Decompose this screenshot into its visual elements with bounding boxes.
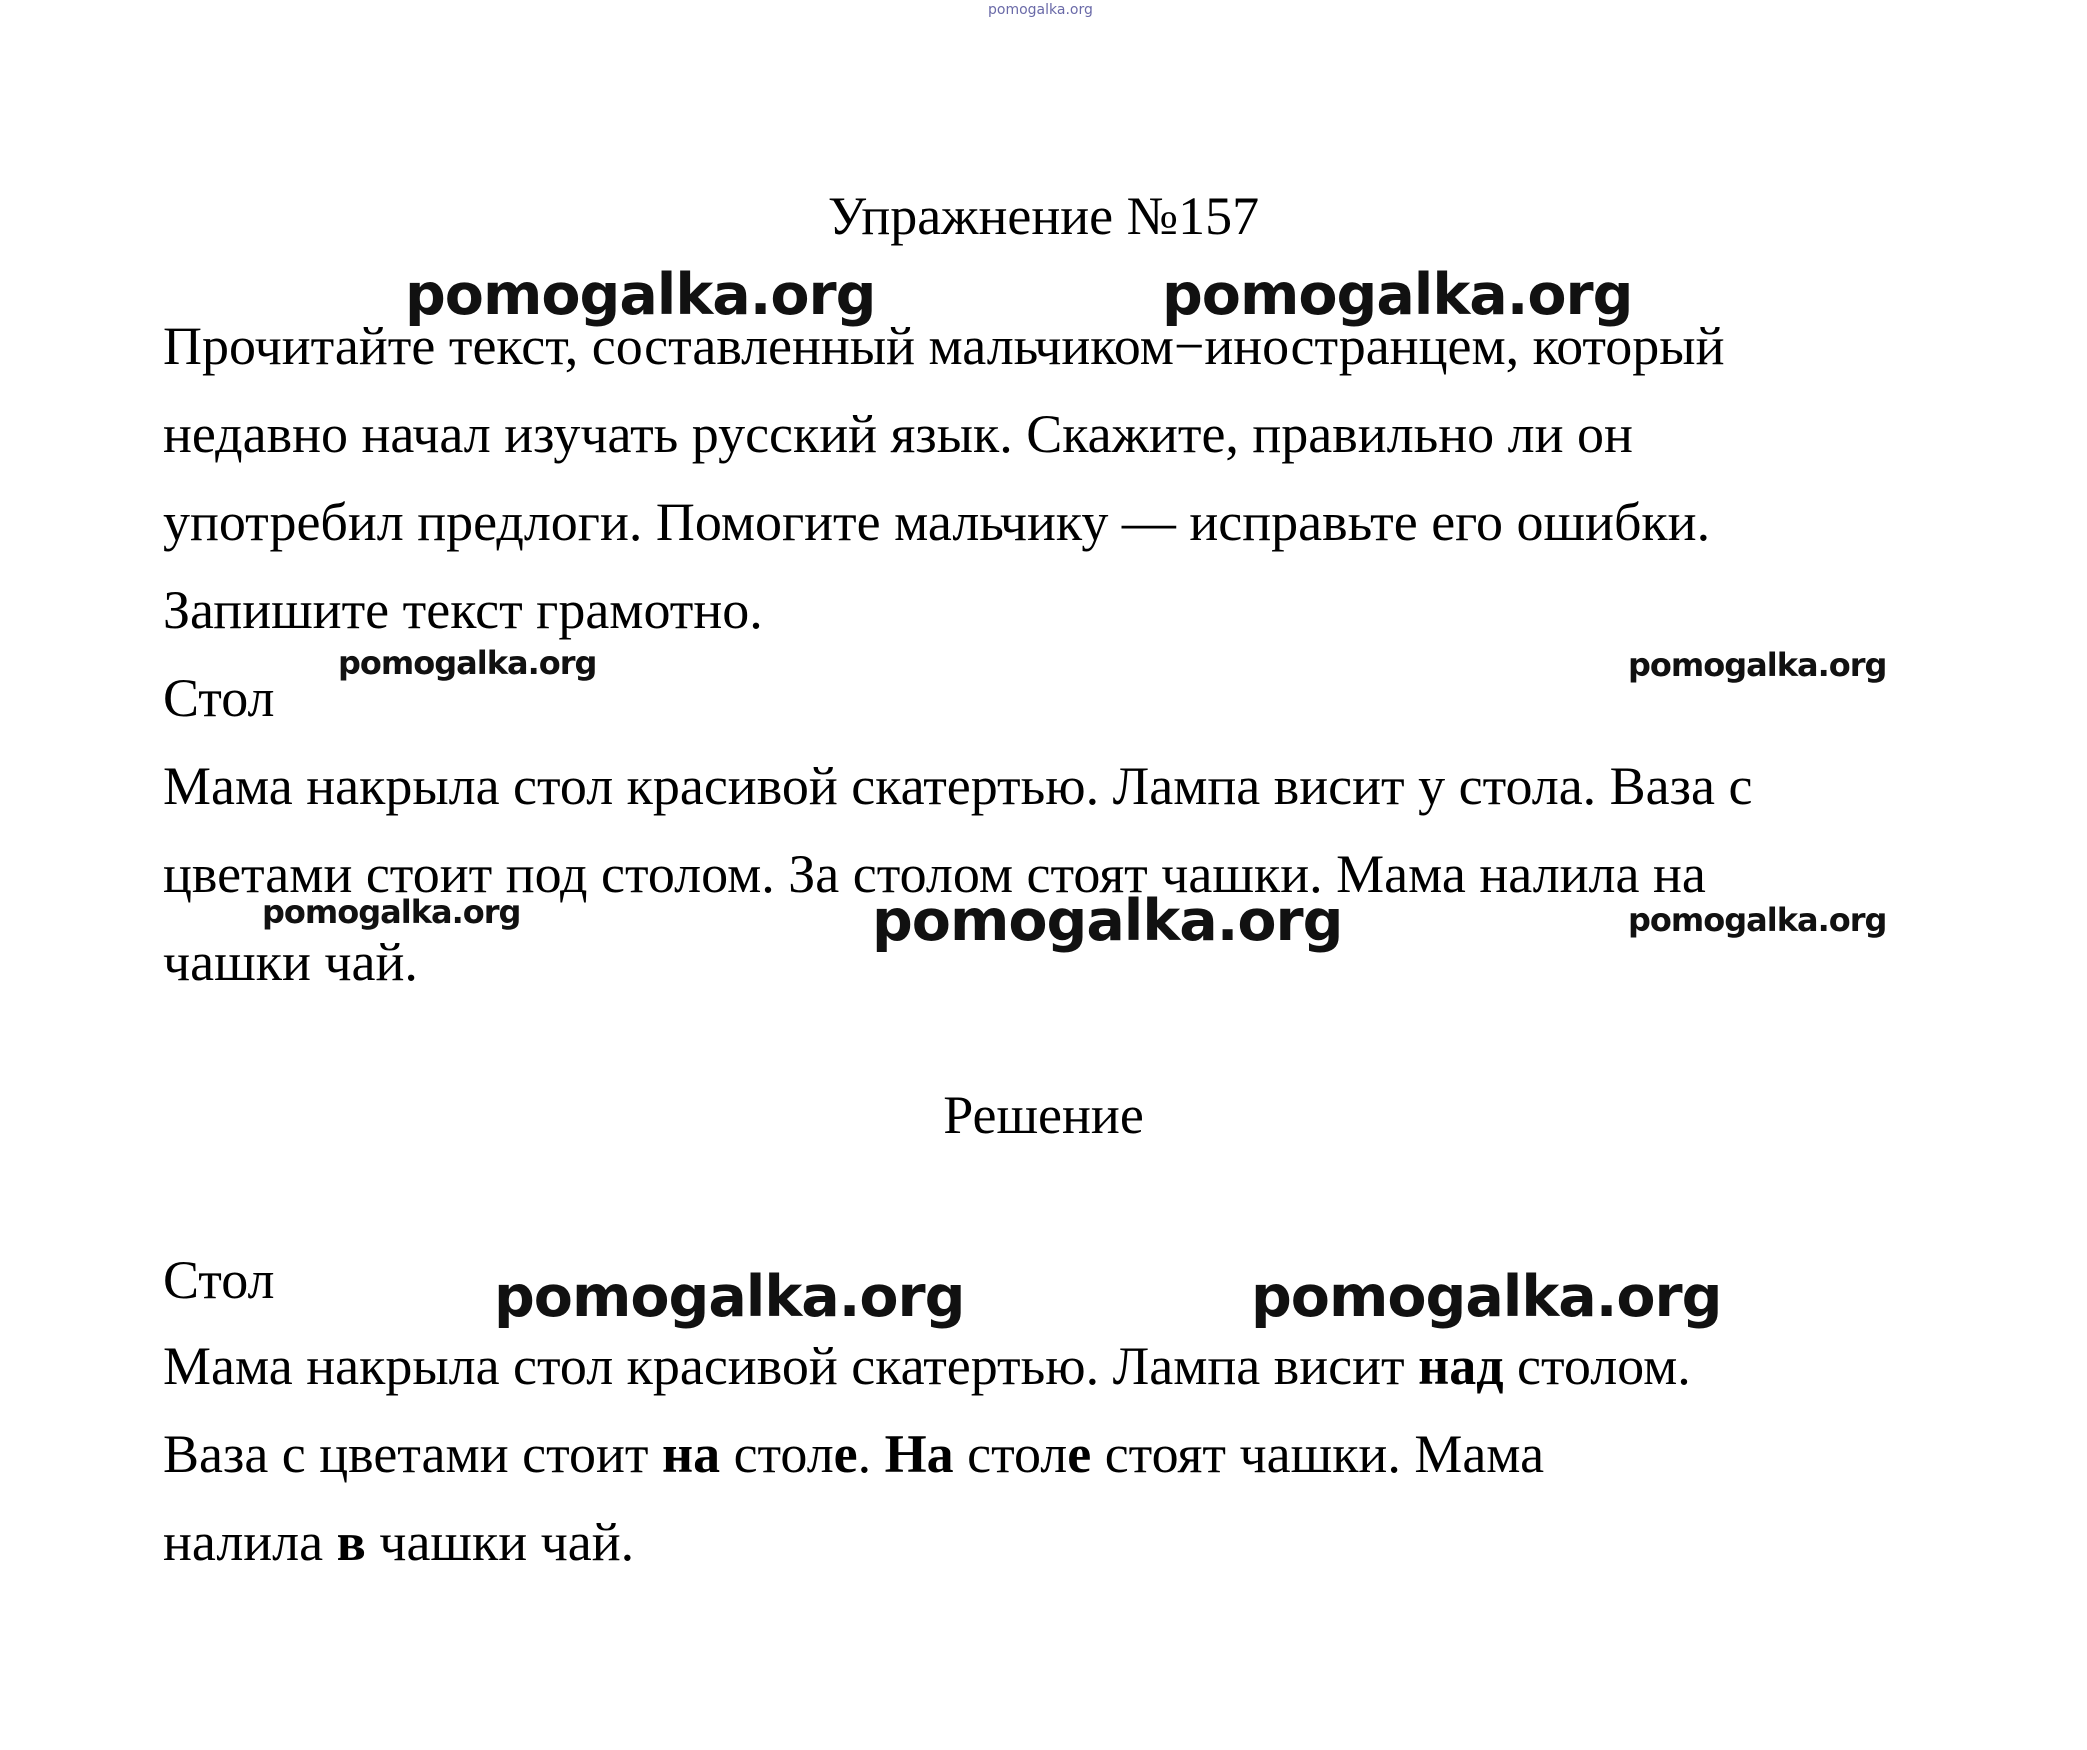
corrected-preposition: в (336, 1512, 366, 1572)
original-text-block (163, 742, 1752, 1006)
corrected-preposition: на (661, 1424, 721, 1484)
corrected-preposition: На (884, 1424, 954, 1484)
solution-fragment: столом. (1503, 1336, 1691, 1396)
instruction-line: недавно начал изучать русский язык. Скажите, правильно ли он (163, 404, 1633, 464)
corrected-ending: е (833, 1424, 858, 1484)
watermark: pomogalka.org (1628, 901, 1887, 939)
watermark: pomogalka.org (262, 893, 521, 931)
solution-line (163, 1322, 1691, 1410)
watermark: pomogalka.org (1251, 1264, 1722, 1330)
watermark: pomogalka.org (872, 888, 1343, 954)
solution-fragment: Ваза с цветами стоит (163, 1424, 662, 1484)
header-watermark: pomogalka.org (988, 2, 1093, 18)
solution-fragment: стол (720, 1424, 834, 1484)
exercise-title: Упражнение №157 (827, 186, 1260, 246)
corrected-ending: е (1067, 1424, 1092, 1484)
solution-fragment: чашки чай. (365, 1512, 635, 1572)
solution-line (163, 1410, 1691, 1498)
watermark: pomogalka.org (405, 262, 876, 328)
text-title: Стол (163, 668, 275, 728)
solution-fragment: стоят чашки. Мама (1091, 1424, 1545, 1484)
corrected-preposition: над (1418, 1336, 1504, 1396)
watermark: pomogalka.org (494, 1264, 965, 1330)
instruction-line: Прочитайте текст, составленный мальчиком−иностранцем, который (163, 316, 1725, 376)
watermark: pomogalka.org (338, 644, 597, 682)
instructions-block (163, 302, 1724, 654)
solution-title: Стол (163, 1250, 275, 1310)
solution-text-block (163, 1322, 1691, 1586)
solution-line (163, 1498, 1691, 1586)
watermark: pomogalka.org (1628, 646, 1887, 684)
instruction-line: употребил предлоги. Помогите мальчику — исправьте его ошибки. (163, 492, 1711, 552)
solution-fragment: стол (953, 1424, 1068, 1484)
solution-fragment: . (857, 1424, 885, 1484)
instruction-line: Запишите текст грамотно. (163, 580, 763, 640)
solution-fragment: Мама накрыла стол красивой скатертью. Лампа висит (163, 1336, 1419, 1396)
solution-heading: Решение (943, 1085, 1144, 1145)
original-text-line: Мама накрыла стол красивой скатертью. Лампа висит у стола. Ваза с (163, 756, 1753, 816)
original-text-line: чашки чай. (163, 932, 418, 992)
solution-fragment: налила (163, 1512, 337, 1572)
watermark: pomogalka.org (1162, 262, 1633, 328)
original-text-line: цветами стоит под столом. За столом стоят чашки. Мама налила на (163, 844, 1706, 904)
